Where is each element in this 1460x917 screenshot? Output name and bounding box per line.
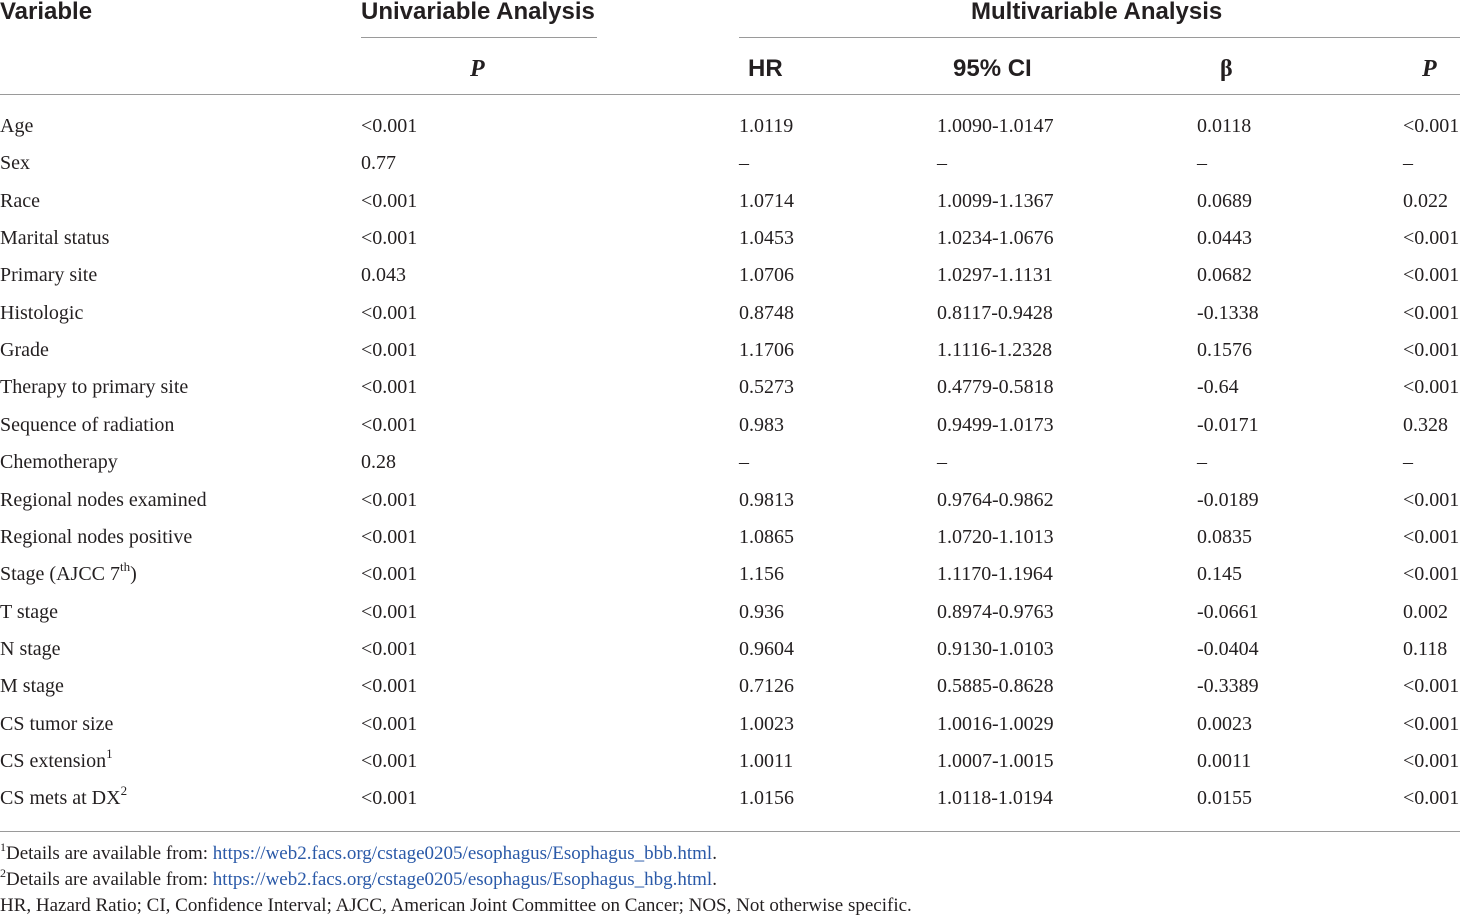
footnote-1-mark: 1	[0, 840, 6, 854]
confidence-interval: 0.9764-0.9862	[937, 488, 1054, 511]
confidence-interval: 0.8117-0.9428	[937, 301, 1053, 324]
footnote-1	[0, 840, 717, 864]
confidence-interval: 0.5885-0.8628	[937, 675, 1054, 698]
variable-label: Race	[0, 189, 40, 212]
table-row	[0, 303, 1460, 340]
beta-coefficient: 0.0011	[1197, 749, 1252, 772]
header-beta: β	[1220, 56, 1233, 82]
multivariable-underline	[739, 37, 1460, 38]
table-row	[0, 602, 1460, 639]
variable-label: Sequence of radiation	[0, 413, 175, 436]
univariable-p: <0.001	[361, 749, 418, 772]
variable-name	[0, 783, 128, 810]
univariable-p: <0.001	[361, 712, 418, 735]
variable-name	[0, 559, 137, 586]
univariable-p: <0.001	[361, 600, 418, 623]
univariable-p: <0.001	[361, 227, 418, 250]
beta-coefficient: -0.1338	[1197, 301, 1259, 324]
header-rule	[0, 94, 1460, 95]
multivariable-p: 0.002	[1403, 600, 1448, 623]
variable-name	[0, 745, 113, 772]
variable-label: T stage	[0, 600, 58, 623]
footnote-2	[0, 866, 717, 890]
table-row	[0, 559, 1460, 601]
variable-label: Therapy to primary site	[0, 376, 189, 399]
hazard-ratio: 1.1706	[739, 339, 794, 362]
beta-coefficient: 0.0118	[1197, 115, 1252, 137]
confidence-interval: 1.0234-1.0676	[937, 227, 1054, 250]
variable-name	[0, 265, 97, 285]
hazard-ratio: 1.0011	[739, 749, 794, 772]
variable-name	[0, 602, 58, 622]
variable-name	[0, 303, 83, 323]
univariable-p: <0.001	[361, 339, 418, 362]
confidence-interval: 1.0720-1.1013	[937, 525, 1054, 548]
univariable-p: 0.77	[361, 152, 396, 175]
table-row	[0, 452, 1460, 489]
variable-superscript: 1	[106, 745, 113, 761]
univariable-p: <0.001	[361, 189, 418, 212]
univariable-p: <0.001	[361, 787, 418, 810]
beta-coefficient: 0.0023	[1197, 712, 1252, 735]
univariable-underline	[361, 37, 597, 38]
table-row	[0, 415, 1460, 452]
hazard-ratio: –	[739, 152, 749, 175]
univariable-p: <0.001	[361, 488, 418, 511]
variable-name	[0, 714, 113, 734]
variable-name	[0, 340, 49, 360]
beta-coefficient: -0.0661	[1197, 600, 1259, 623]
variable-label: Stage (AJCC 7	[0, 563, 120, 586]
footnote-2-end: .	[712, 869, 717, 890]
variable-name	[0, 527, 192, 547]
confidence-interval: 1.1116-1.2328	[937, 339, 1053, 362]
multivariable-p: <0.001	[1403, 339, 1460, 362]
table-row	[0, 191, 1460, 228]
variable-name	[0, 116, 33, 136]
hazard-ratio: 0.7126	[739, 675, 794, 698]
beta-coefficient: -0.3389	[1197, 675, 1259, 698]
variable-name	[0, 228, 109, 248]
confidence-interval: 1.0007-1.0015	[937, 749, 1054, 772]
multivariable-p: 0.118	[1403, 637, 1448, 660]
table-row	[0, 265, 1460, 302]
univariable-p: <0.001	[361, 413, 418, 436]
table-row	[0, 783, 1460, 825]
table-row	[0, 639, 1460, 676]
header-p-univariable: P	[470, 56, 485, 82]
beta-coefficient: –	[1197, 451, 1207, 474]
multivariable-p: <0.001	[1403, 115, 1460, 137]
footnote-abbreviations: HR, Hazard Ratio; CI, Confidence Interval; AJCC, American Joint Committee on Cancer; NOS, Not otherwise specific.	[0, 895, 912, 916]
hazard-ratio: 0.983	[739, 413, 784, 436]
hazard-ratio: 1.0156	[739, 787, 794, 810]
table-row	[0, 676, 1460, 713]
multivariable-p: <0.001	[1403, 712, 1460, 735]
beta-coefficient: 0.0689	[1197, 189, 1252, 212]
beta-coefficient: 0.0835	[1197, 525, 1252, 548]
table-row	[0, 527, 1460, 564]
univariable-p: <0.001	[361, 563, 418, 586]
variable-label: CS mets at DX	[0, 787, 121, 810]
multivariable-p: 0.328	[1403, 413, 1448, 436]
multivariable-p: <0.001	[1403, 227, 1460, 250]
variable-label: CS extension	[0, 749, 107, 772]
table-row	[0, 377, 1460, 414]
univariable-p: <0.001	[361, 301, 418, 324]
variable-suffix: )	[130, 563, 137, 586]
table-row	[0, 490, 1460, 527]
table-row	[0, 745, 1460, 788]
variable-label: CS tumor size	[0, 712, 114, 735]
multivariable-p: –	[1403, 451, 1413, 474]
variable-label: Sex	[0, 152, 30, 175]
table-row	[0, 116, 1460, 153]
beta-coefficient: –	[1197, 152, 1207, 175]
table-row	[0, 228, 1460, 265]
hazard-ratio: 1.0706	[739, 264, 794, 287]
table-row	[0, 714, 1460, 751]
beta-coefficient: 0.0155	[1197, 787, 1252, 810]
variable-name	[0, 153, 30, 173]
hazard-ratio: 0.9604	[739, 637, 794, 660]
multivariable-p: <0.001	[1403, 563, 1460, 586]
variable-label: Age	[0, 115, 34, 137]
beta-coefficient: 0.145	[1197, 563, 1242, 586]
variable-name	[0, 415, 174, 435]
header-multivariable: Multivariable Analysis	[971, 0, 1223, 25]
univariable-p: <0.001	[361, 525, 418, 548]
footnote-1-end: .	[712, 843, 717, 864]
beta-coefficient: 0.0443	[1197, 227, 1252, 250]
multivariable-p: –	[1403, 152, 1413, 175]
variable-label: Grade	[0, 339, 49, 362]
univariable-p: <0.001	[361, 376, 418, 399]
beta-coefficient: 0.1576	[1197, 339, 1252, 362]
hazard-ratio: 1.156	[739, 563, 784, 586]
univariable-p: <0.001	[361, 675, 418, 698]
confidence-interval: 1.0297-1.1131	[937, 264, 1053, 287]
hazard-ratio: 1.0714	[739, 189, 794, 212]
variable-name	[0, 639, 61, 659]
confidence-interval: 1.0099-1.1367	[937, 189, 1054, 212]
beta-coefficient: -0.64	[1197, 376, 1239, 399]
confidence-interval: 1.0016-1.0029	[937, 712, 1054, 735]
univariable-p: 0.043	[361, 264, 406, 287]
confidence-interval: 1.1170-1.1964	[937, 563, 1053, 586]
multivariable-p: <0.001	[1403, 525, 1460, 548]
hazard-ratio: 0.8748	[739, 301, 794, 324]
variable-superscript: th	[120, 559, 131, 575]
table-row	[0, 340, 1460, 377]
variable-label: Marital status	[0, 227, 110, 250]
variable-label: Primary site	[0, 264, 98, 287]
variable-name	[0, 676, 64, 696]
variable-superscript: 2	[120, 783, 128, 799]
header-ci: 95% CI	[953, 55, 1032, 82]
hazard-ratio: –	[739, 451, 749, 474]
variable-label: Regional nodes positive	[0, 525, 193, 548]
beta-coefficient: -0.0171	[1197, 413, 1259, 436]
multivariable-p: <0.001	[1403, 264, 1460, 287]
multivariable-p: <0.001	[1403, 376, 1460, 399]
footnote-2-link[interactable]: https://web2.facs.org/cstage0205/esophagus/Esophagus_hbg.html	[212, 869, 713, 890]
footnote-2-text: Details are available from:	[6, 869, 213, 890]
variable-label: N stage	[0, 637, 61, 660]
table-row	[0, 153, 1460, 190]
footnote-2-mark: 2	[0, 866, 6, 880]
confidence-interval: –	[937, 152, 947, 175]
univariable-p: <0.001	[361, 637, 418, 660]
confidence-interval: 0.8974-0.9763	[937, 600, 1054, 623]
univariable-p: <0.001	[361, 115, 418, 137]
hazard-ratio: 1.0119	[739, 115, 794, 137]
beta-coefficient: 0.0682	[1197, 264, 1252, 287]
footnote-1-link[interactable]: https://web2.facs.org/cstage0205/esophagus/Esophagus_bbb.html	[212, 843, 713, 864]
confidence-interval: 0.4779-0.5818	[937, 376, 1054, 399]
footnote-1-text: Details are available from:	[6, 843, 213, 864]
variable-name	[0, 191, 40, 211]
confidence-interval: –	[937, 451, 947, 474]
hazard-ratio: 1.0023	[739, 712, 794, 735]
header-p-multivariable: P	[1422, 56, 1437, 82]
variable-label: M stage	[0, 675, 64, 698]
variable-name	[0, 490, 207, 510]
confidence-interval: 0.9130-1.0103	[937, 637, 1054, 660]
variable-label: Regional nodes examined	[0, 488, 207, 511]
variable-label: Chemotherapy	[0, 451, 118, 474]
variable-name	[0, 377, 188, 397]
multivariable-p: 0.022	[1403, 189, 1448, 212]
multivariable-p: <0.001	[1403, 488, 1460, 511]
confidence-interval: 1.0118-1.0194	[937, 787, 1053, 810]
bottom-rule	[0, 831, 1460, 832]
hazard-ratio: 1.0865	[739, 525, 794, 548]
variable-name	[0, 452, 118, 472]
variable-label: Histologic	[0, 301, 84, 324]
header-hr: HR	[748, 55, 783, 82]
multivariable-p: <0.001	[1403, 787, 1460, 810]
confidence-interval: 1.0090-1.0147	[937, 115, 1054, 137]
confidence-interval: 0.9499-1.0173	[937, 413, 1054, 436]
multivariable-p: <0.001	[1403, 749, 1460, 772]
beta-coefficient: -0.0189	[1197, 488, 1259, 511]
univariable-p: 0.28	[361, 451, 396, 474]
multivariable-p: <0.001	[1403, 675, 1460, 698]
header-univariable: Univariable Analysis	[361, 0, 595, 25]
multivariable-p: <0.001	[1403, 301, 1460, 324]
hazard-ratio: 0.9813	[739, 488, 794, 511]
hazard-ratio: 0.5273	[739, 376, 794, 399]
header-variable: Variable	[0, 0, 93, 25]
hazard-ratio: 0.936	[739, 600, 784, 623]
hazard-ratio: 1.0453	[739, 227, 794, 250]
beta-coefficient: -0.0404	[1197, 637, 1259, 660]
